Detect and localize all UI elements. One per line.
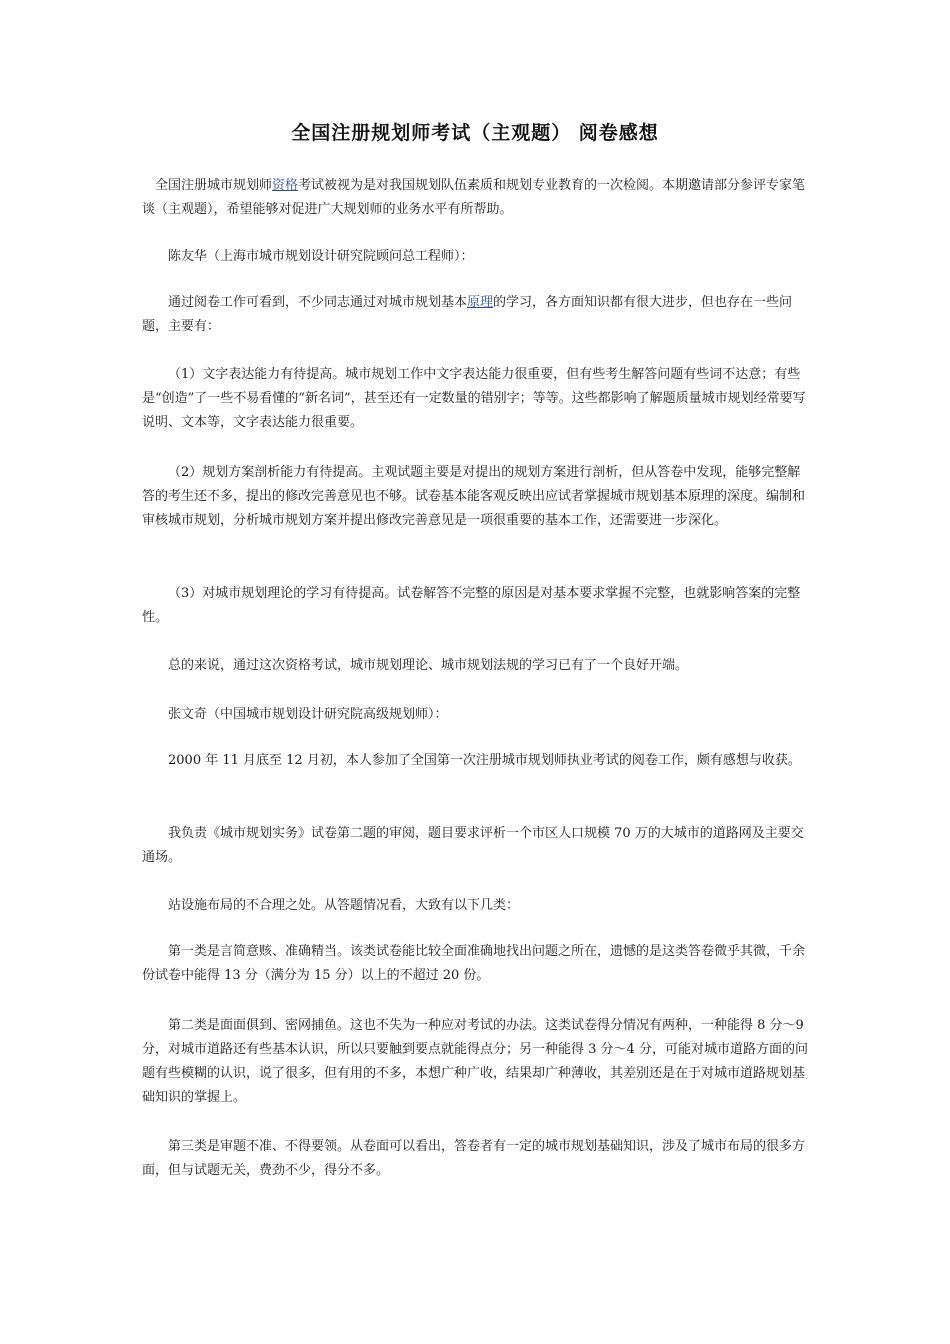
paragraph-progress-start: 通过阅卷工作可看到，不少同志通过对城市规划基本 — [168, 295, 468, 310]
intro-text-end: 考试被视为是对我国规划队伍素质和规划专业教育的一次检阅。本期邀请部分参评专家笔谈（主观题），希望能够对促进广大规划师的业务水平有所帮助。 — [142, 178, 806, 217]
paragraph-review-work: 2000 年 11 月底至 12 月初，本人参加了全国第一次注册城市规划师执业考试的阅卷工作，颇有感想与收获。 — [168, 753, 801, 768]
paragraph-point-2: （2）规划方案剖析能力有待提高。主观试题主要是对提出的规划方案进行剖析，但从答卷中发现，能够完整解答的考生还不多，提出的修改完善意见也不够。试卷基本能客观反映出应试者掌握城市规划基本原理的深度。编制和审核城市规划，分析城市规划方案并提出修改完善意见是一项很重要的基本工作，还需要进一步深化。 — [142, 465, 806, 528]
paragraph-point-3: （3）对城市规划理论的学习有待提高。试卷解答不完整的原因是对基本要求掌握不完整，也就影响答案的完整性。 — [142, 586, 801, 625]
intro-paragraph — [142, 174, 810, 222]
intro-text-start: 全国注册城市规划师 — [155, 178, 273, 193]
paragraph-point-1: （1）文字表达能力有待提高。城市规划工作中文字表达能力很重要，但有些考生解答问题有些词不达意；有些是“创造”了一些不易看懂的“新名词”，甚至还有一定数量的错别字；等等。这些都影响了解题质量城市规划经常要写说明、文本等，文字表达能力很重要。 — [142, 367, 806, 430]
document-title: 全国注册规划师考试（主观题） 阅卷感想 — [291, 122, 659, 144]
paragraph-answer-types: 站设施布局的不合理之处。从答题情况看，大致有以下几类： — [168, 898, 520, 913]
paragraph-progress-end: 的学习，各方面知识都有很大进步，但也存在一些问题，主要有： — [142, 295, 793, 334]
paragraph-progress — [142, 291, 810, 339]
qualification-link[interactable]: 资格 — [272, 178, 299, 193]
author-chen: 陈友华（上海市城市规划设计研究院顾问总工程师）： — [168, 249, 474, 264]
author-zhang: 张文奇（中国城市规划设计研究院高级规划师）： — [168, 707, 448, 722]
paragraph-type-3: 第三类是审题不准、不得要领。从卷面可以看出，答卷者有一定的城市规划基础知识，涉及了城市布局的很多方面，但与试题无关，费劲不少，得分不多。 — [142, 1139, 806, 1178]
paragraph-type-2: 第二类是面面俱到、密网捕鱼。这也不失为一种应对考试的办法。这类试卷得分情况有两种，一种能得 8 分～9 分，对城市道路还有些基本认识，所以只要触到要点就能得点分；另一种能得 3 分～4 分，可能对城市道路方面的问题有些模糊的认识，说了很多，但有用的不多，本想广种广收，结果却广种薄收，其差别还是在于对城市道路规划基础知识的掌握上。 — [142, 1018, 808, 1105]
paragraph-type-1: 第一类是言简意赅、准确精当。该类试卷能比较全面准确地找出问题之所在，遗憾的是这类答卷微乎其微，千余份试卷中能得 13 分（满分为 15 分）以上的不超过 20 份。 — [142, 944, 806, 983]
paragraph-exam-task: 我负责《城市规划实务》试卷第二题的审阅，题目要求评析一个市区人口规模 70 万的大城市的道路网及主要交通场。 — [142, 826, 804, 865]
paragraph-summary: 总的来说，通过这次资格考试，城市规划理论、城市规划法规的学习已有了一个良好开端。 — [168, 658, 689, 673]
principle-link[interactable]: 原理 — [467, 295, 494, 310]
